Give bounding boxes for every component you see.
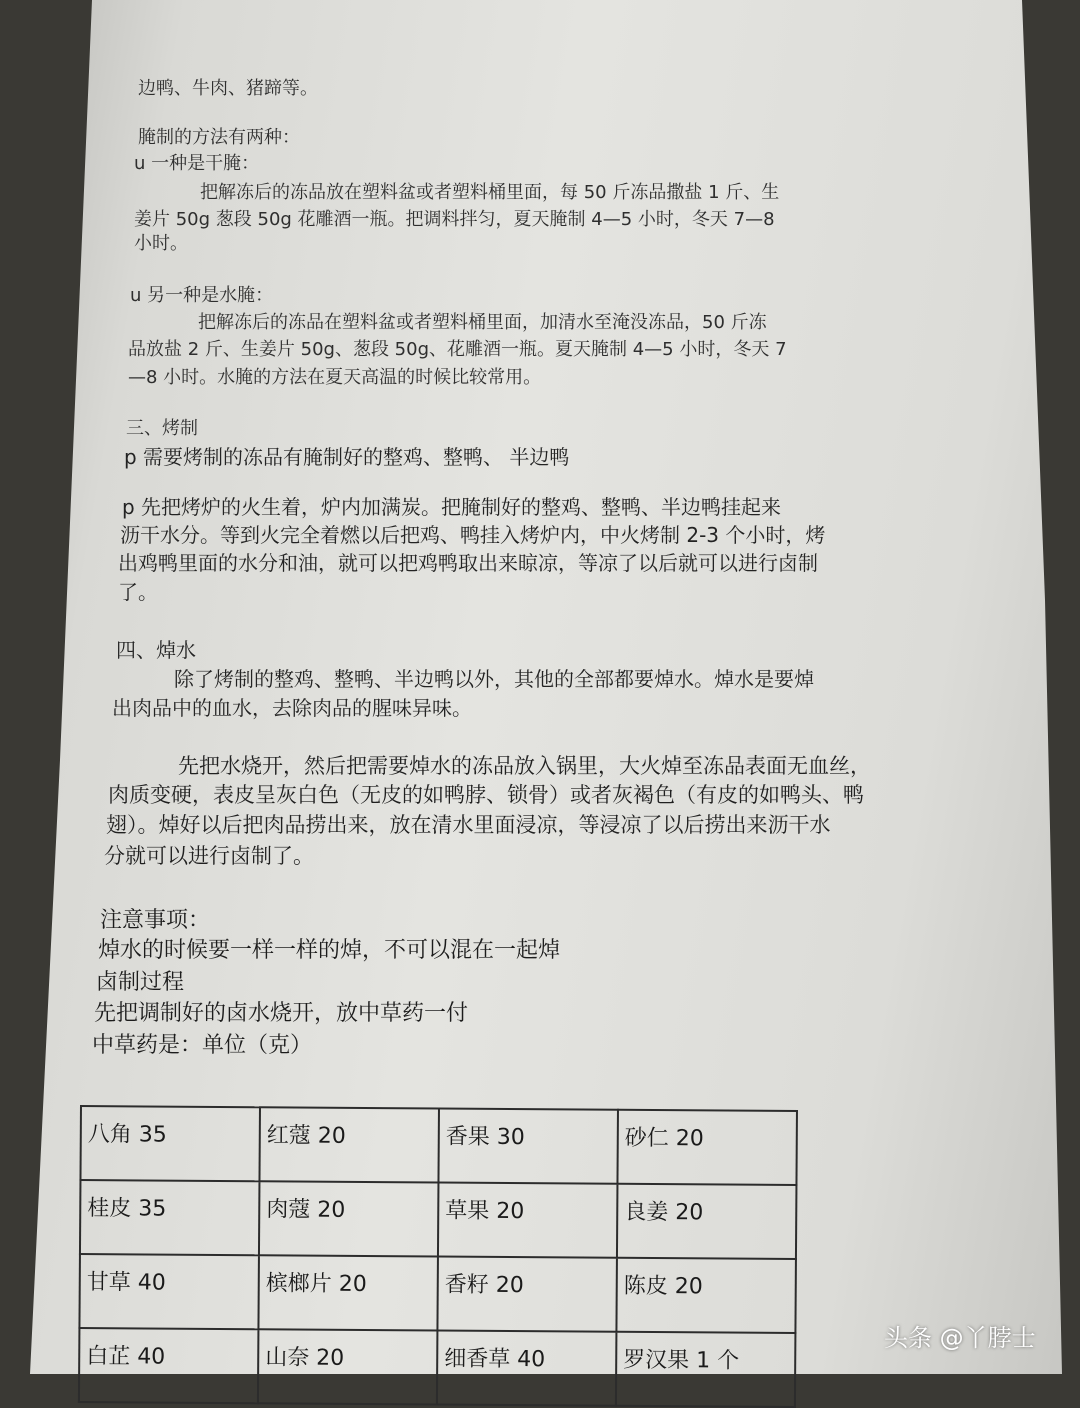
herb-cell: 槟榔片 20 xyxy=(258,1255,438,1330)
text-line: 先把调制好的卤水烧开，放中草药一付 xyxy=(94,1001,469,1026)
text-line: 除了烤制的整鸡、整鸭、半边鸭以外，其他的全部都要焯水。焯水是要焯 xyxy=(174,667,814,691)
herb-cell: 甘草 40 xyxy=(79,1254,259,1329)
table-caption: 中草药是：单位（克） xyxy=(92,1033,313,1058)
bullet-line: p 需要烤制的冻品有腌制好的整鸡、整鸭、 半边鸭 xyxy=(124,445,570,469)
herb-cell: 砂仁 20 xyxy=(617,1110,797,1185)
text-line: 姜片 50g 葱段 50g 花雕酒一瓶。把调料拌匀，夏天腌制 4—5 小时，冬天 7—8 xyxy=(134,209,775,230)
text-line: 小时。 xyxy=(134,233,188,254)
bullet-heading: u 一种是干腌： xyxy=(134,153,260,174)
text-line: 出肉品中的血水，去除肉品的腥味异味。 xyxy=(112,696,472,720)
herb-cell: 香果 30 xyxy=(438,1109,618,1184)
herb-cell: 白芷 40 xyxy=(79,1328,259,1403)
watermark: 头条 @丫脖士 xyxy=(884,1324,1036,1352)
herb-cell: 红蔻 20 xyxy=(259,1107,439,1182)
herb-cell: 山奈 20 xyxy=(258,1329,438,1404)
text-line: 边鸭、牛肉、猪蹄等。 xyxy=(138,78,318,99)
herb-cell: 陈皮 20 xyxy=(616,1258,796,1333)
process-heading: 卤制过程 xyxy=(96,970,185,995)
text-line: 焯水的时候要一样一样的焯，不可以混在一起焯 xyxy=(98,938,561,963)
herb-cell: 细香草 40 xyxy=(437,1331,617,1406)
table-row xyxy=(79,1254,795,1333)
text-line: 出鸡鸭里面的水分和油，就可以把鸡鸭取出来晾凉，等凉了以后就可以进行卤制 xyxy=(118,551,818,575)
section-intro: 腌制的方法有两种： xyxy=(138,127,300,148)
text-line: 沥干水分。等到火完全着燃以后把鸡、鸭挂入烤炉内，中火烤制 2-3 个小时，烤 xyxy=(120,523,826,547)
herb-cell: 香籽 20 xyxy=(437,1257,617,1332)
herb-cell: 罗汉果 1 个 xyxy=(616,1332,796,1407)
text-line: 品放盐 2 斤、生姜片 50g、葱段 50g、花雕酒一瓶。夏天腌制 4—5 小时，冬天 7 xyxy=(128,339,787,360)
herb-table xyxy=(78,1105,798,1408)
text-line: 翅）。焯好以后把肉品捞出来，放在清水里面浸凉，等浸凉了以后捞出来沥干水 xyxy=(106,813,831,837)
table-row xyxy=(80,1106,796,1185)
herb-cell: 草果 20 xyxy=(438,1183,618,1258)
herb-cell: 桂皮 35 xyxy=(80,1180,260,1255)
text-line: —8 小时。水腌的方法在夏天高温的时候比较常用。 xyxy=(128,367,542,388)
text-line: 把解冻后的冻品在塑料盆或者塑料桶里面，加清水至淹没冻品，50 斤冻 xyxy=(198,312,767,333)
notes-heading: 注意事项： xyxy=(100,908,211,933)
text-line: 先把水烧开，然后把需要焯水的冻品放入锅里，大火焯至冻品表面无血丝， xyxy=(178,754,871,778)
table-row xyxy=(79,1328,795,1407)
section-heading: 四、焯水 xyxy=(116,638,196,662)
bullet-line: p 先把烤炉的火生着，炉内加满炭。把腌制好的整鸡、整鸭、半边鸭挂起来 xyxy=(122,495,782,519)
herb-cell: 八角 35 xyxy=(80,1106,260,1181)
bullet-heading: u 另一种是水腌： xyxy=(130,285,274,306)
text-line: 把解冻后的冻品放在塑料盆或者塑料桶里面，每 50 斤冻品撒盐 1 斤、生 xyxy=(200,182,780,203)
text-line: 了。 xyxy=(118,580,158,604)
herb-cell: 肉蔻 20 xyxy=(259,1181,439,1256)
text-line: 分就可以进行卤制了。 xyxy=(104,844,314,868)
text-line: 肉质变硬，表皮呈灰白色（无皮的如鸭脖、锁骨）或者灰褐色（有皮的如鸭头、鸭 xyxy=(108,783,864,807)
table-row xyxy=(80,1180,796,1259)
herb-cell: 良姜 20 xyxy=(617,1184,797,1259)
section-heading: 三、烤制 xyxy=(126,418,198,439)
